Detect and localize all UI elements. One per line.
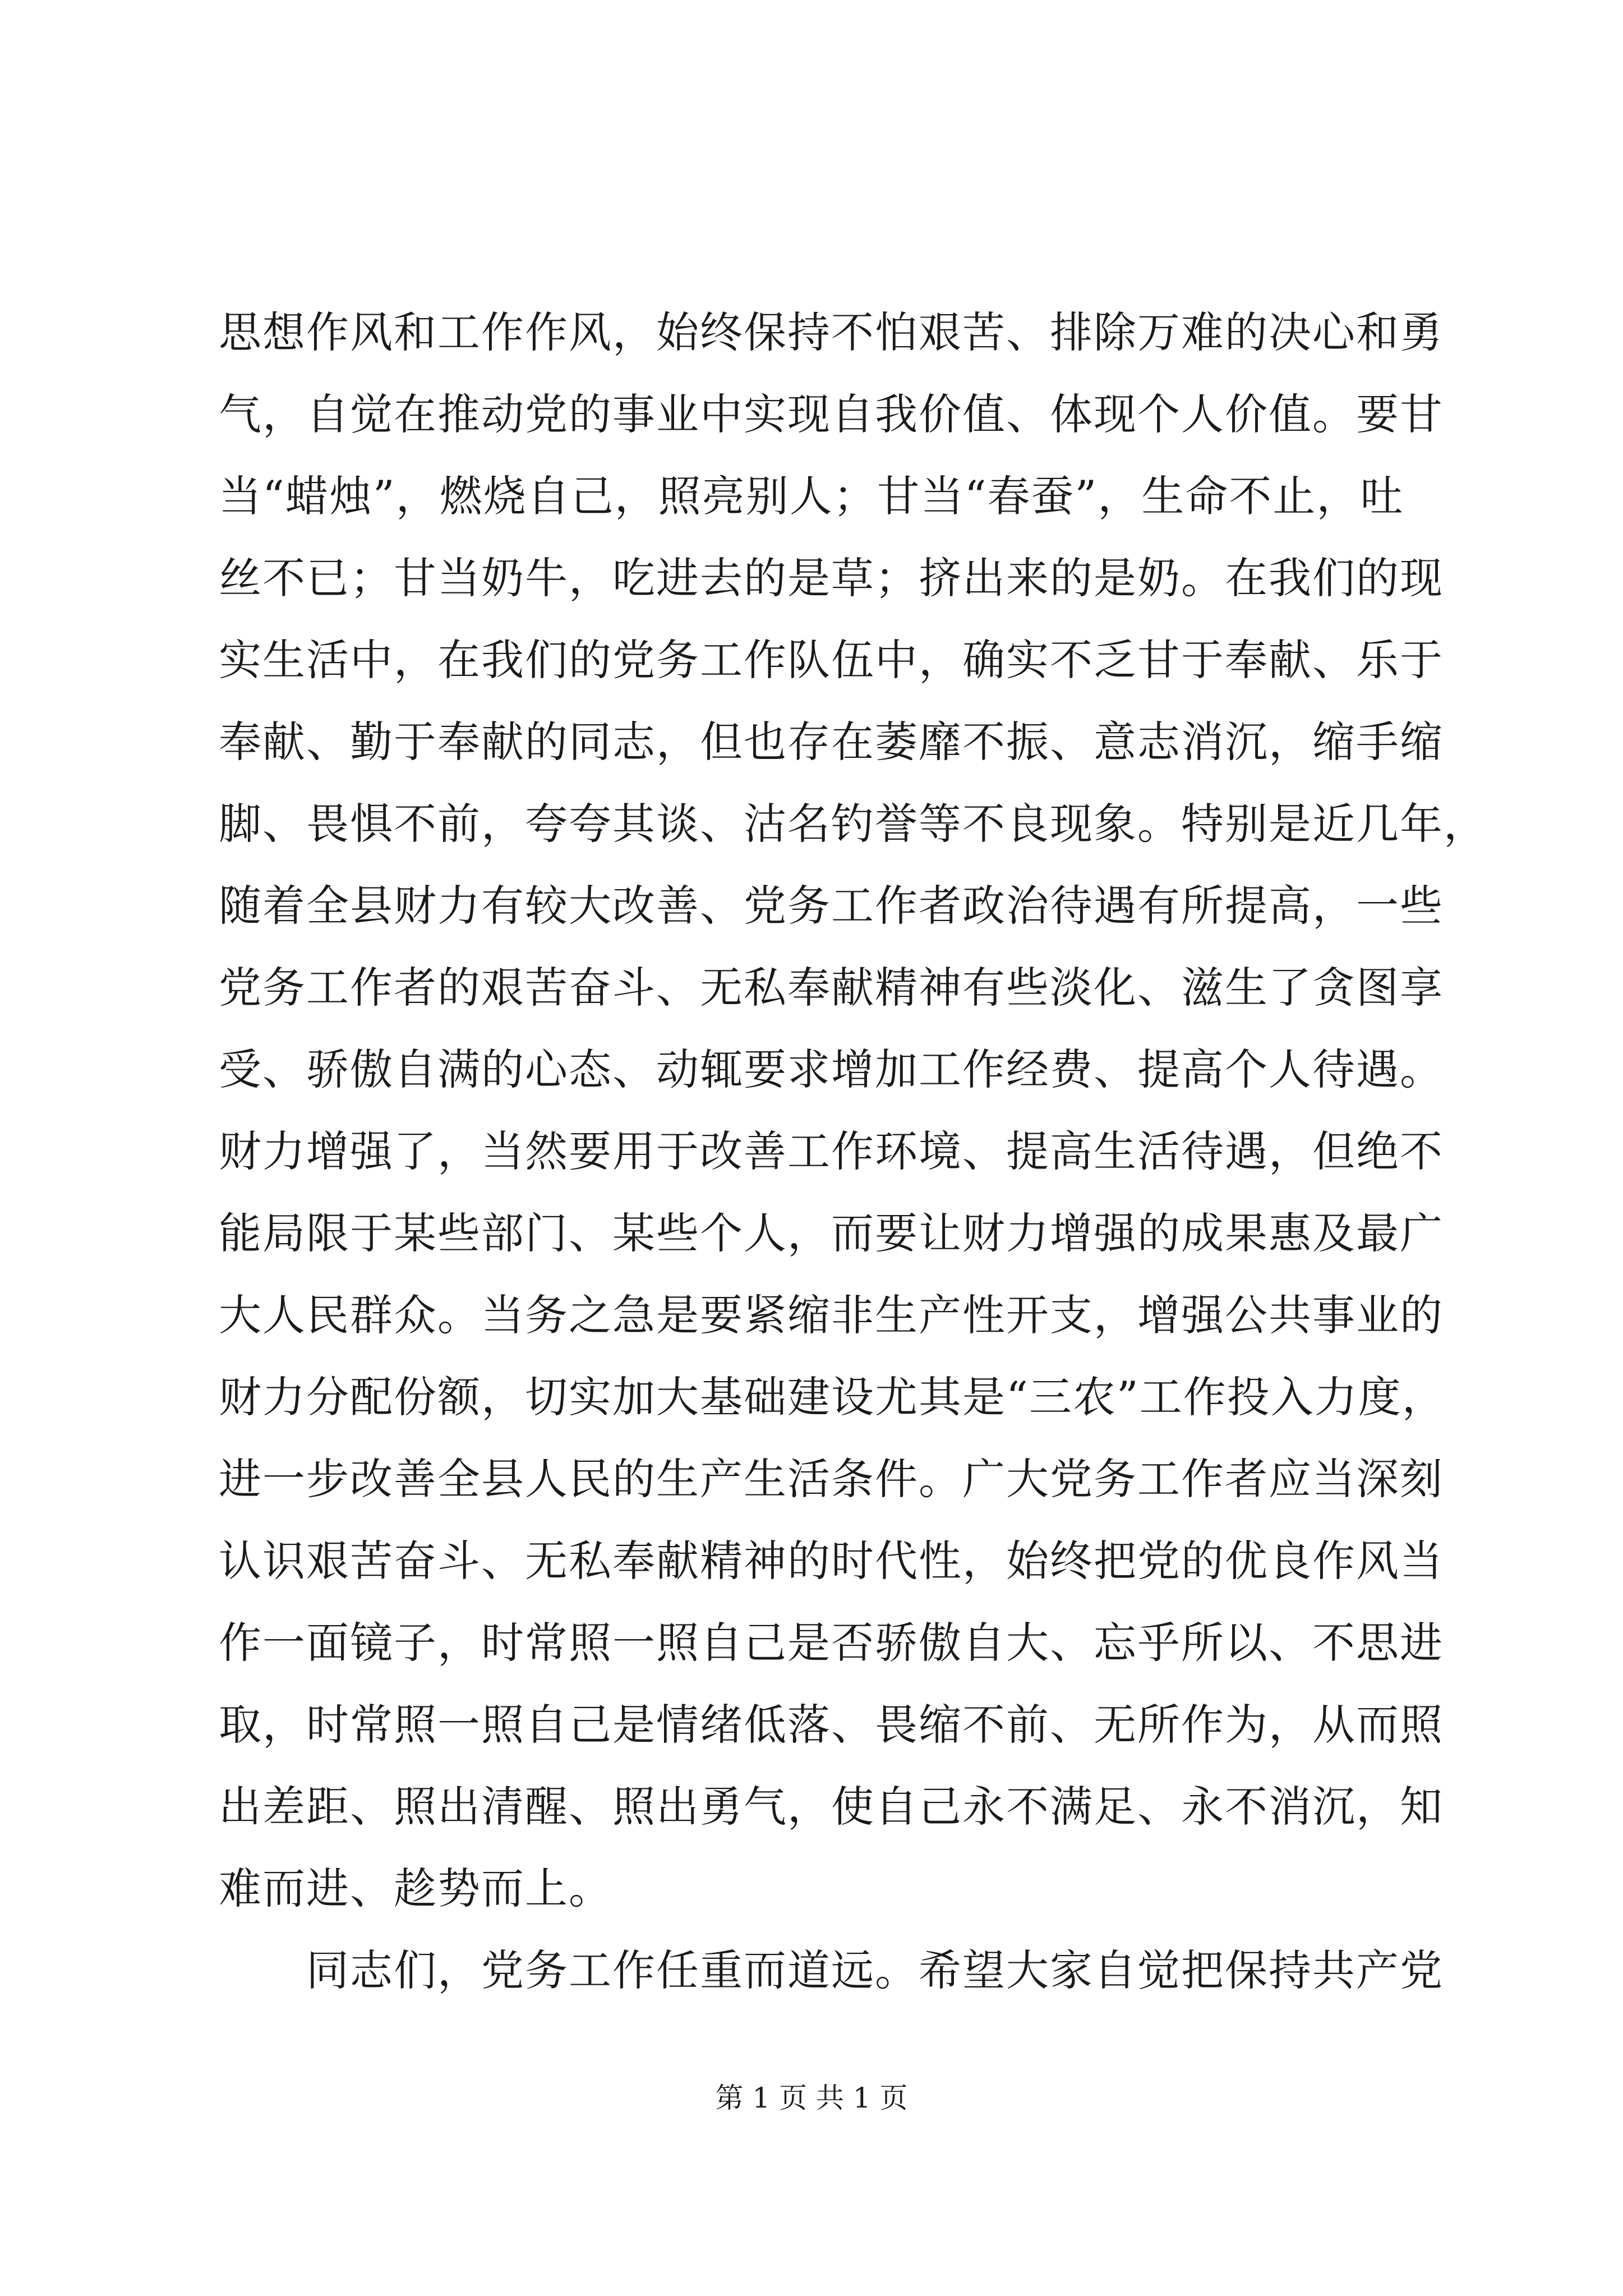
text-line: 实生活中，在我们的党务工作队伍中，确实不乏甘于奉献、乐于: [219, 635, 1444, 685]
text-line: 脚、畏惧不前，夸夸其谈、沽名钓誉等不良现象。特别是近几年，: [219, 799, 1487, 849]
text-line: 党务工作者的艰苦奋斗、无私奉献精神有些淡化、滋生了贪图享: [219, 963, 1444, 1013]
text-line: 丝不已；甘当奶牛，吃进去的是草；挤出来的是奶。在我们的现: [219, 553, 1444, 603]
text-line: 当“蜡烛”，燃烧自己，照亮别人；甘当“春蚕”，生命不止，吐: [219, 471, 1404, 521]
text-line: 大人民群众。当务之急是要紧缩非生产性开支，增强公共事业的: [219, 1290, 1444, 1340]
text-line: 财力分配份额，切实加大基础建设尤其是“三农”工作投入力度，: [219, 1372, 1446, 1422]
text-line: 作一面镜子，时常照一照自己是否骄傲自大、忘乎所以、不思进: [219, 1618, 1444, 1668]
text-line: 认识艰苦奋斗、无私奉献精神的时代性，始终把党的优良作风当: [219, 1536, 1444, 1586]
text-line: 受、骄傲自满的心态、动辄要求增加工作经费、提高个人待遇。: [219, 1045, 1444, 1094]
page-footer: 第 1 页 共 1 页: [715, 2082, 908, 2114]
text-line: 出差距、照出清醒、照出勇气，使自己永不满足、永不消沉，知: [219, 1782, 1444, 1832]
text-line: 随着全县财力有较大改善、党务工作者政治待遇有所提高，一些: [219, 881, 1444, 931]
text-line: 奉献、勤于奉献的同志，但也存在萎靡不振、意志消沉，缩手缩: [219, 717, 1444, 767]
paragraph-start-line: 同志们，党务工作任重而道远。希望大家自觉把保持共产党: [306, 1945, 1444, 1995]
text-line: 进一步改善全县人民的生产生活条件。广大党务工作者应当深刻: [219, 1454, 1444, 1504]
text-line: 取，时常照一照自己是情绪低落、畏缩不前、无所作为，从而照: [219, 1700, 1444, 1750]
body-text: [219, 292, 1487, 2012]
text-line: 难而进、趁势而上。: [219, 1864, 612, 1913]
text-line: 财力增强了，当然要用于改善工作环境、提高生活待遇，但绝不: [219, 1126, 1444, 1176]
text-line: 思想作风和工作作风，始终保持不怕艰苦、排除万难的决心和勇: [219, 307, 1444, 357]
text-line: 气，自觉在推动党的事业中实现自我价值、体现个人价值。要甘: [219, 389, 1444, 439]
text-line: 能局限于某些部门、某些个人，而要让财力增强的成果惠及最广: [219, 1208, 1444, 1258]
